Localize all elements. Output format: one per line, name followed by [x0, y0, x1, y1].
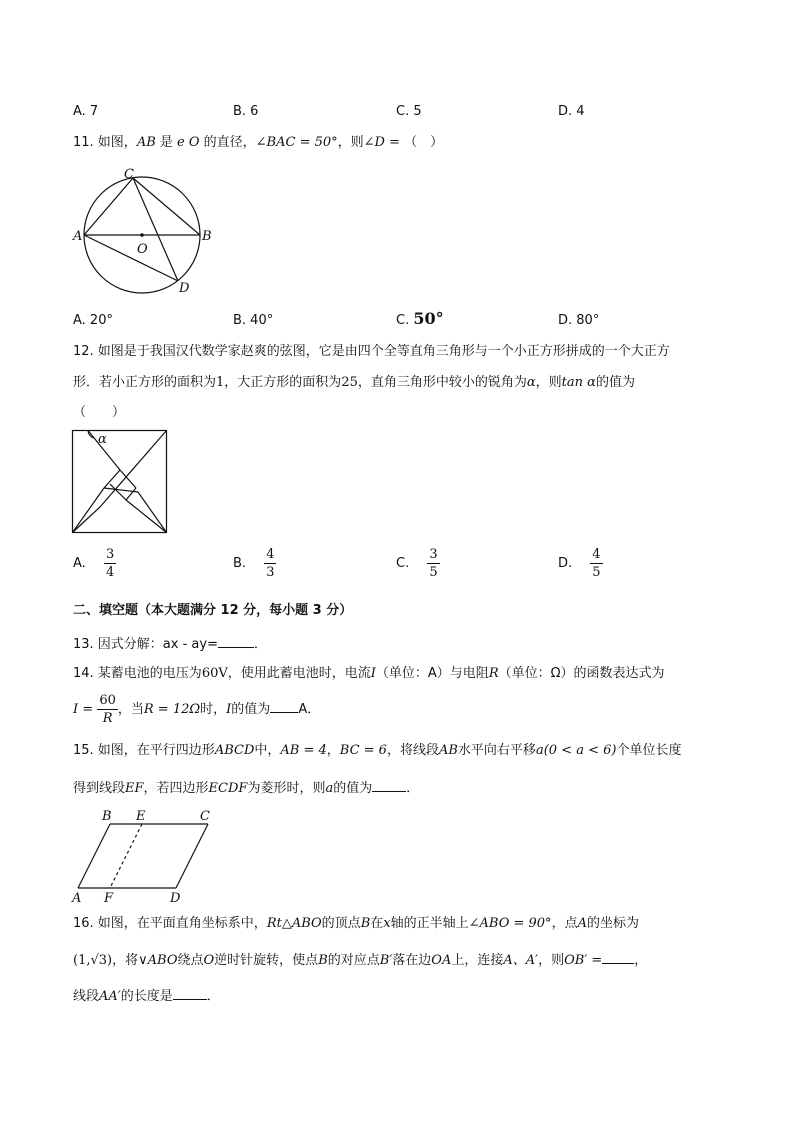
- q13-answer-blank[interactable]: [218, 635, 254, 648]
- chord-cb: [133, 178, 200, 235]
- q16-answer-blank-2[interactable]: [173, 987, 207, 1000]
- q10-option-d: D. 4: [558, 104, 585, 119]
- side-ab: [78, 824, 110, 888]
- q16-answer-blank-1[interactable]: [602, 951, 634, 964]
- label-f: F: [104, 891, 114, 904]
- q16-line2: (1,√3)，将∨ABO绕点O逆时针旋转，使点B的对应点B′落在边OA上，连接A、A′，则OB′ = ，: [73, 953, 648, 968]
- outer-square: [73, 431, 167, 533]
- q15-answer-blank[interactable]: [372, 779, 406, 792]
- label-alpha: α: [98, 432, 107, 447]
- label-e: E: [136, 809, 146, 824]
- q11-stem: 11. 如图，AB 是 e O 的直径，∠BAC = 50°，则∠D = （ ）: [73, 135, 444, 150]
- label-c: C: [124, 167, 134, 182]
- q14-line2: I = $\frac{60}{R}$ ，当R = 12Ω时，I的值为 A．: [73, 693, 321, 726]
- q11-option-c: C. 50°: [396, 309, 444, 328]
- q13-stem: 13. 因式分解：ax - ay= ．: [73, 637, 267, 652]
- label-b: B: [202, 229, 212, 244]
- q12-line1: 12. 如图是于我国汉代数学家赵爽的弦图，它是由四个全等直角三角形与一个小正方形拼成的一个大正方: [73, 344, 670, 359]
- q11-option-d: D. 80°: [558, 313, 600, 328]
- q10-option-c: C. 5: [396, 104, 422, 119]
- q12-option-d: D. $\frac{4}{5}$: [558, 547, 601, 580]
- q10-option-a: A. 7: [73, 104, 99, 119]
- q12-option-c: C. $\frac{3}{5}$: [396, 547, 438, 580]
- chord-cd: [133, 178, 178, 281]
- label-b: B: [102, 809, 112, 824]
- side-cd: [176, 824, 208, 888]
- q12-option-b: B. $\frac{4}{3}$: [233, 547, 275, 580]
- q15-line1: 15. 如图，在平行四边形ABCD中，AB = 4，BC = 6，将线段AB水平向右平移a(0 < a < 6)个单位长度: [73, 743, 682, 758]
- q15-parallelogram-figure: [70, 806, 230, 904]
- label-d: D: [170, 891, 181, 904]
- segment-ef: [110, 824, 142, 888]
- q15-line2: 得到线段EF，若四边形ECDF为菱形时，则a的值为 ．: [73, 781, 420, 796]
- q11-circle-figure: [70, 162, 230, 302]
- label-a: A: [73, 229, 83, 244]
- label-d: D: [179, 281, 190, 296]
- label-o: O: [137, 242, 148, 257]
- q12-paren: （ ）: [73, 405, 126, 420]
- section-2-title: 二、填空题（本大题满分 12 分，每小题 3 分）: [73, 603, 353, 618]
- q14-answer-blank[interactable]: [270, 700, 298, 713]
- q16-line3: 线段AA′的长度是 ．: [73, 989, 220, 1004]
- center-point: [140, 233, 144, 237]
- label-c: C: [200, 809, 210, 824]
- q10-option-b: B. 6: [233, 104, 259, 119]
- q12-option-a: A. $\frac{3}{4}$: [73, 547, 115, 580]
- chord-ad: [84, 235, 178, 281]
- q11-option-a: A. 20°: [73, 313, 113, 328]
- label-a: A: [72, 891, 82, 904]
- q14-line1: 14. 某蓄电池的电压为60V，使用此蓄电池时，电流I（单位：A）与电阻R（单位：Ω）的函数表达式为: [73, 666, 665, 681]
- q12-line2: 形．若小正方形的面积为1，大正方形的面积为25，直角三角形中较小的锐角为α，则tan α的值为: [73, 375, 635, 390]
- q11-option-b: B. 40°: [233, 313, 274, 328]
- q12-zhao-shuang-figure: [70, 428, 170, 536]
- q16-line1: 16. 如图，在平面直角坐标系中，Rt△ABO的顶点B在x轴的正半轴上∠ABO = 90°，点A的坐标为: [73, 916, 639, 931]
